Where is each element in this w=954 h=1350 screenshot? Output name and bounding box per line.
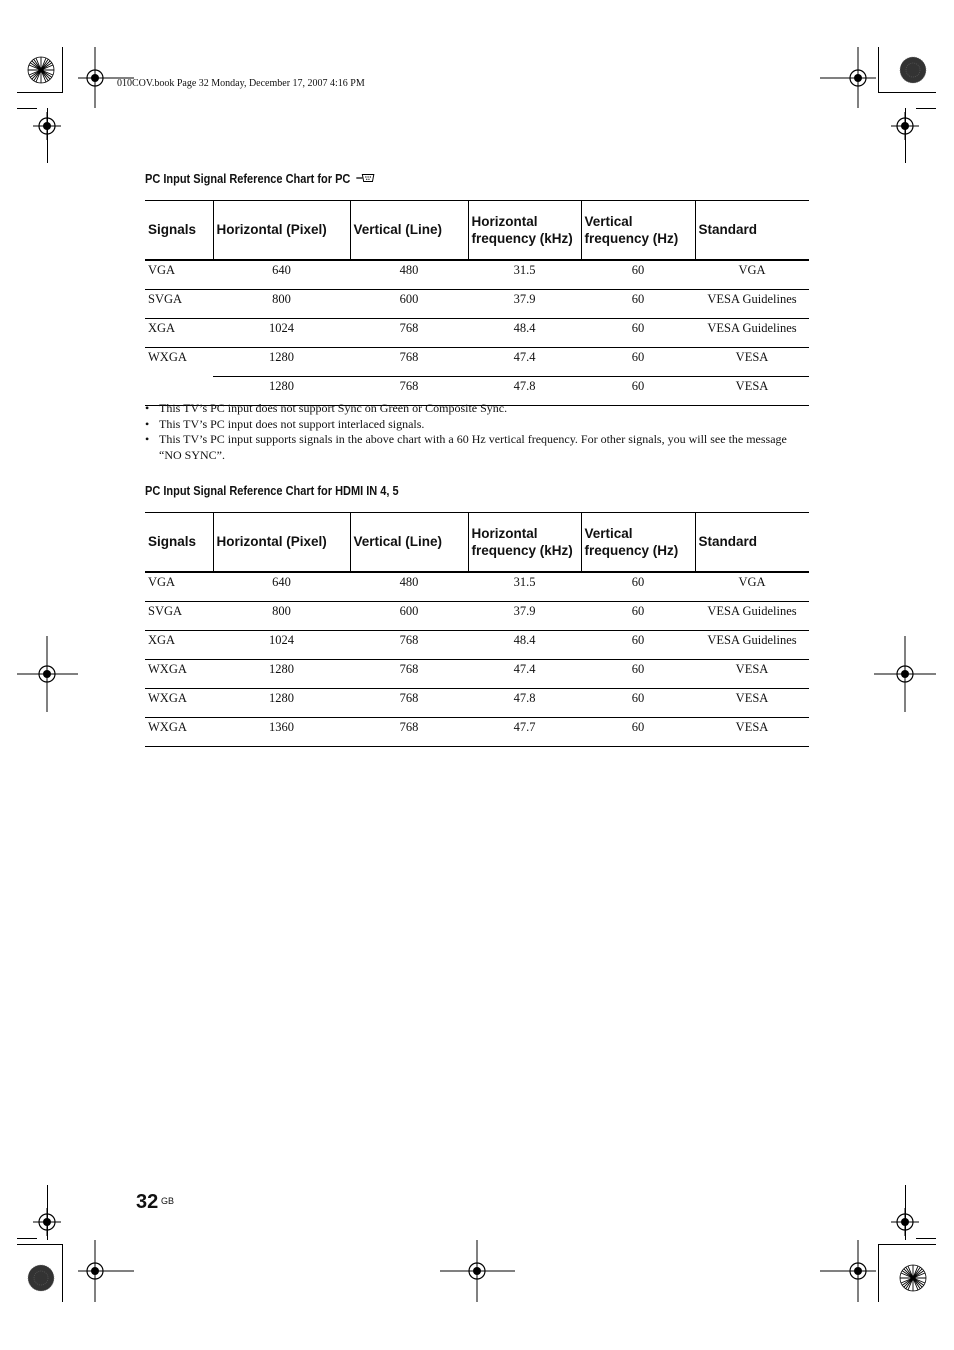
cell-hfreq: 47.4 bbox=[468, 348, 581, 377]
cell-standard: VGA bbox=[695, 260, 809, 290]
cell-standard: VESA bbox=[695, 348, 809, 377]
cell-vertical: 768 bbox=[350, 377, 468, 406]
col-signals: Signals bbox=[145, 201, 213, 261]
table-header-row bbox=[145, 513, 809, 573]
cell-vfreq: 60 bbox=[581, 660, 695, 689]
cell-hfreq: 47.8 bbox=[468, 689, 581, 718]
cell-hfreq: 37.9 bbox=[468, 602, 581, 631]
print-header: 010COV.book Page 32 Monday, December 17, 2007 4:16 PM bbox=[117, 78, 365, 89]
cell-signal: XGA bbox=[145, 319, 213, 348]
cell-standard: VESA bbox=[695, 718, 809, 747]
cell-vfreq: 60 bbox=[581, 290, 695, 319]
cell-signal: SVGA bbox=[145, 290, 213, 319]
cell-signal: VGA bbox=[145, 572, 213, 602]
table-row bbox=[145, 319, 809, 348]
cell-hfreq: 48.4 bbox=[468, 319, 581, 348]
cell-vertical: 600 bbox=[350, 602, 468, 631]
list-item: • This TV’s PC input does not support Sync on Green or Composite Sync. bbox=[145, 401, 508, 415]
notes-list bbox=[145, 401, 805, 463]
cell-horizontal: 640 bbox=[213, 572, 350, 602]
cell-horizontal: 640 bbox=[213, 260, 350, 290]
cell-standard: VESA bbox=[695, 660, 809, 689]
table-row bbox=[145, 689, 809, 718]
cell-standard: VESA Guidelines bbox=[695, 290, 809, 319]
col-horizontal-pixel: Horizontal (Pixel) bbox=[213, 201, 350, 261]
note-text: This TV’s PC input does not support Sync on Green or Composite Sync. bbox=[159, 401, 508, 415]
cell-horizontal: 800 bbox=[213, 602, 350, 631]
col-horizontal-frequency: Horizontal frequency (kHz) bbox=[468, 513, 581, 573]
cell-standard: VESA Guidelines bbox=[695, 319, 809, 348]
table-row bbox=[145, 290, 809, 319]
col-standard: Standard bbox=[695, 201, 809, 261]
col-vertical-line: Vertical (Line) bbox=[350, 201, 468, 261]
cell-hfreq: 31.5 bbox=[468, 572, 581, 602]
cell-horizontal: 1360 bbox=[213, 718, 350, 747]
cell-vfreq: 60 bbox=[581, 319, 695, 348]
section-title-hdmi: PC Input Signal Reference Chart for HDMI IN 4, 5 bbox=[145, 484, 399, 498]
cell-hfreq: 47.8 bbox=[468, 377, 581, 406]
cell-vertical: 768 bbox=[350, 660, 468, 689]
cell-signal: VGA bbox=[145, 260, 213, 290]
cell-horizontal: 1280 bbox=[213, 377, 350, 406]
col-horizontal-frequency: Horizontal frequency (kHz) bbox=[468, 201, 581, 261]
cell-standard: VGA bbox=[695, 572, 809, 602]
cell-vfreq: 60 bbox=[581, 572, 695, 602]
cell-hfreq: 47.7 bbox=[468, 718, 581, 747]
cell-signal: XGA bbox=[145, 631, 213, 660]
cell-vertical: 768 bbox=[350, 689, 468, 718]
col-horizontal-pixel: Horizontal (Pixel) bbox=[213, 513, 350, 573]
cell-standard: VESA Guidelines bbox=[695, 631, 809, 660]
col-standard: Standard bbox=[695, 513, 809, 573]
cell-hfreq: 37.9 bbox=[468, 290, 581, 319]
col-vertical-line: Vertical (Line) bbox=[350, 513, 468, 573]
col-vertical-frequency: Vertical frequency (Hz) bbox=[581, 201, 695, 261]
cell-horizontal: 1024 bbox=[213, 631, 350, 660]
cell-vfreq: 60 bbox=[581, 602, 695, 631]
table-row bbox=[145, 602, 809, 631]
cell-horizontal: 1280 bbox=[213, 660, 350, 689]
cell-signal: WXGA bbox=[145, 689, 213, 718]
table-row bbox=[145, 631, 809, 660]
table-row bbox=[145, 718, 809, 747]
list-item: • This TV’s PC input does not support interlaced signals. bbox=[145, 416, 425, 431]
note-text: This TV’s PC input supports signals in the above chart with a 60 Hz vertical frequency. For other signals, you will see the message “NO SYNC”. bbox=[159, 432, 787, 462]
col-vertical-frequency: Vertical frequency (Hz) bbox=[581, 513, 695, 573]
cell-vertical: 480 bbox=[350, 572, 468, 602]
pc-input-icon bbox=[356, 172, 375, 184]
table-row bbox=[145, 572, 809, 602]
cell-vertical: 768 bbox=[350, 718, 468, 747]
section-title-pc bbox=[145, 172, 375, 186]
cell-vertical: 768 bbox=[350, 348, 468, 377]
cell-standard: VESA Guidelines bbox=[695, 602, 809, 631]
cell-vertical: 600 bbox=[350, 290, 468, 319]
table-row bbox=[145, 660, 809, 689]
cell-vertical: 768 bbox=[350, 319, 468, 348]
cell-standard: VESA bbox=[695, 689, 809, 718]
list-item: • This TV’s PC input supports signals in the above chart with a 60 Hz vertical frequency. For other signals, you will see the message “NO SYNC”. bbox=[145, 432, 787, 462]
cell-signal: WXGA bbox=[148, 350, 187, 364]
cell-signal: WXGA bbox=[145, 660, 213, 689]
cell-hfreq: 47.4 bbox=[468, 660, 581, 689]
cell-vertical: 480 bbox=[350, 260, 468, 290]
cell-vfreq: 60 bbox=[581, 689, 695, 718]
section-title-pc-text: PC Input Signal Reference Chart for PC bbox=[145, 172, 351, 186]
cell-hfreq: 48.4 bbox=[468, 631, 581, 660]
cell-horizontal: 1280 bbox=[213, 689, 350, 718]
cell-signal: WXGA bbox=[145, 718, 213, 747]
note-text: This TV’s PC input does not support interlaced signals. bbox=[159, 416, 425, 431]
cell-horizontal: 1024 bbox=[213, 319, 350, 348]
pc-signal-table bbox=[145, 200, 809, 406]
cell-horizontal: 1280 bbox=[213, 348, 350, 377]
table-header-row bbox=[145, 201, 809, 261]
page-number: 32 bbox=[136, 1191, 159, 1213]
cell-vfreq: 60 bbox=[581, 377, 695, 406]
cell-signal: SVGA bbox=[145, 602, 213, 631]
page-language-code: GB bbox=[161, 1196, 175, 1206]
cell-horizontal: 800 bbox=[213, 290, 350, 319]
cell-vfreq: 60 bbox=[581, 631, 695, 660]
cell-hfreq: 31.5 bbox=[468, 260, 581, 290]
cell-vertical: 768 bbox=[350, 631, 468, 660]
col-signals: Signals bbox=[145, 513, 213, 573]
hdmi-signal-table bbox=[145, 512, 809, 747]
table-row bbox=[145, 348, 809, 377]
cell-vfreq: 60 bbox=[581, 718, 695, 747]
table-row bbox=[145, 260, 809, 290]
cell-vfreq: 60 bbox=[581, 348, 695, 377]
cell-standard: VESA bbox=[695, 377, 809, 406]
cell-vfreq: 60 bbox=[581, 260, 695, 290]
